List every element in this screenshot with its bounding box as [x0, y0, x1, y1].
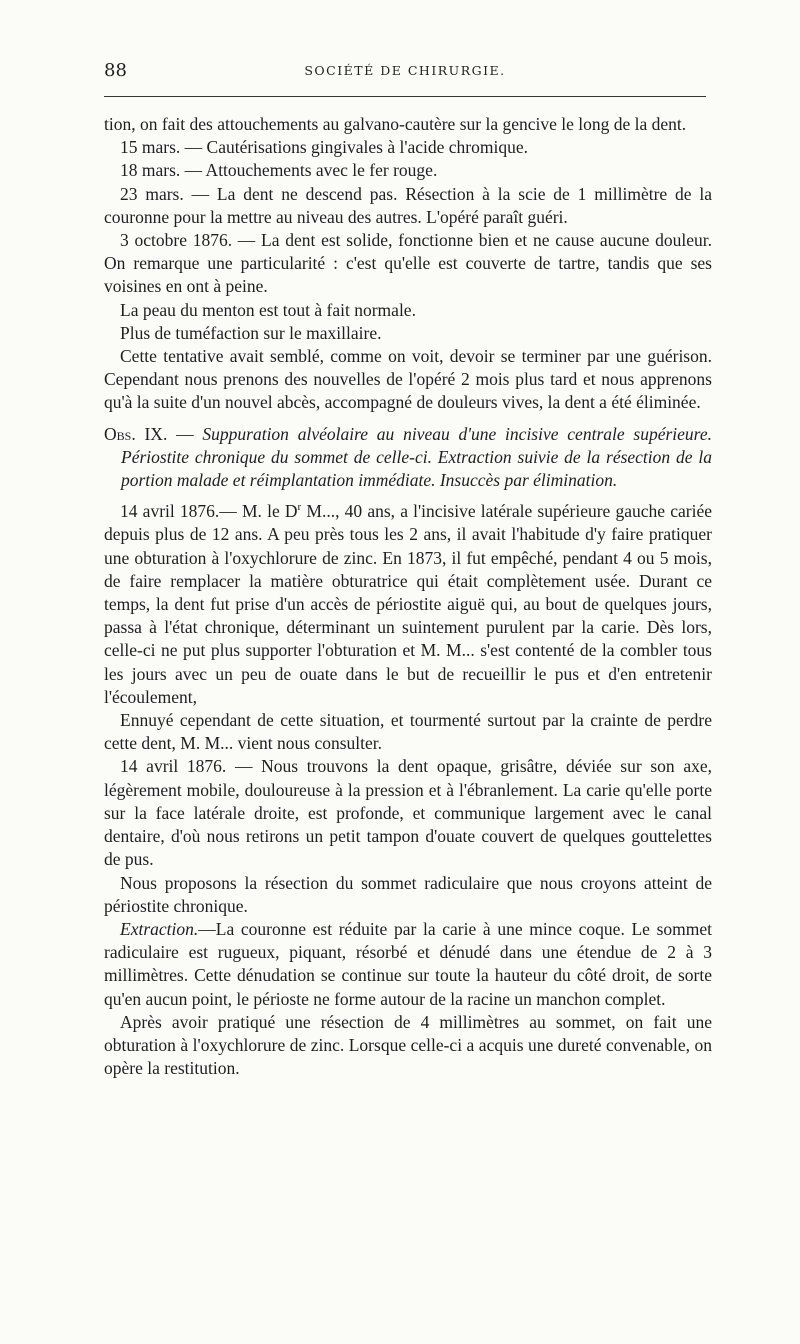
paragraph: Plus de tuméfaction sur le maxillaire.: [120, 322, 382, 343]
paragraph: 14 avril 1876. — Nous trouvons la dent opaque, grisâtre, déviée sur son axe, légèrement mobile, douloureuse à la pression et à l'ébranlement. La carie qu'elle porte sur la face latérale droite, est profonde, et communique largement avec le canal dentaire, d'où nous retirons un petit tampon d'ouate couvert de quelques gouttelettes de pus.: [104, 756, 712, 870]
paragraph: tion, on fait des attouchements au galvano-cautère sur la gencive le long de la dent.: [104, 114, 687, 134]
header-rule: [104, 96, 706, 97]
paragraph: La peau du menton est tout à fait normale.: [120, 299, 416, 320]
superscript: r: [297, 501, 302, 514]
paragraph: [104, 918, 712, 1011]
body-text: [104, 113, 712, 1080]
paragraph: 3 octobre 1876. — La dent est solide, fonctionne bien et ne cause aucune douleur. On remarque une particularité : c'est qu'elle est couverte de tartre, tandis que ses voisines en ont à peine.: [104, 230, 712, 297]
observation-heading: [104, 423, 712, 493]
running-title: SOCIÉTÉ DE CHIRURGIE.: [304, 63, 506, 78]
paragraph: 23 mars. — La dent ne descend pas. Résection à la scie de 1 millimètre de la couronne pour la mettre au niveau des autres. L'opéré paraît guéri.: [104, 183, 712, 227]
paragraph: 15 mars. — Cautérisations gingivales à l'acide chromique.: [120, 137, 528, 158]
paragraph: 18 mars. — Attouchements avec le fer rouge.: [120, 160, 438, 181]
paragraph: Nous proposons la résection du sommet radiculaire que nous croyons atteint de périostite chronique.: [104, 872, 712, 916]
paragraph: Cette tentative avait semblé, comme on voit, devoir se terminer par une guérison. Cependant nous prenons des nouvelles de l'opéré 2 mois plus tard et nous apprenons qu'à la suite d'un nouvel abcès, accompagné de douleurs vives, la dent a été éliminée.: [104, 346, 712, 413]
extraction-label: Extraction.: [120, 918, 199, 939]
paragraph: Ennuyé cependant de cette situation, et tourmenté surtout par la crainte de perdre cette dent, M. M... vient nous consulter.: [104, 710, 712, 754]
observation-label: Obs. IX. —: [104, 423, 203, 444]
paragraph: Après avoir pratiqué une résection de 4 millimètres au sommet, on fait une obturation à l'oxychlorure de zinc. Lorsque celle-ci a acquis une dureté convenable, on opère la restitution.: [104, 1011, 712, 1079]
observation-title: Suppuration alvéolaire au niveau d'une incisive centrale supérieure. Périostite chronique du sommet de celle-ci. Extraction suivie de la résection de la portion malade et réimplantation immédiate. Insuccès par élimination.: [121, 423, 712, 491]
page-number: 88: [104, 60, 127, 81]
page-header: [104, 60, 706, 86]
paragraph-text: M..., 40 ans, a l'incisive latérale supérieure gauche cariée depuis plus de 12 ans. A peu près tous les 2 ans, il avait l'habitude d'y faire pratiquer une obturation à l'oxychlorure de zinc. En 1873, il fut empêché, pendant 4 ou 5 mois, de faire remplacer la matière obturatrice qui était complètement usée. Durant ce temps, la dent fut prise d'un accès de périostite aiguë qui, au bout de quelques jours, passa à l'état chronique, déterminant un suintement purulent par la carie. Dès lors, celle-ci ne put plus supporter l'obturation et M. M... s'est contenté de la combler tous les jours avec un peu de ouate dans le but de recueillir le pus et d'en entretenir l'écoulement,: [104, 501, 712, 707]
paragraph: [104, 500, 712, 709]
paragraph-text: 14 avril 1876.— M. le D: [120, 501, 298, 522]
paragraph-text: —La couronne est réduite par la carie à une mince coque. Le sommet radiculaire est rugueux, piquant, résorbé et dénudé dans une étendue de 2 à 3 millimètres. Cette dénudation se continue sur toute la hauteur du côté droit, de sorte qu'en aucun point, le périoste ne forme autour de la racine un manchon complet.: [104, 918, 712, 1009]
